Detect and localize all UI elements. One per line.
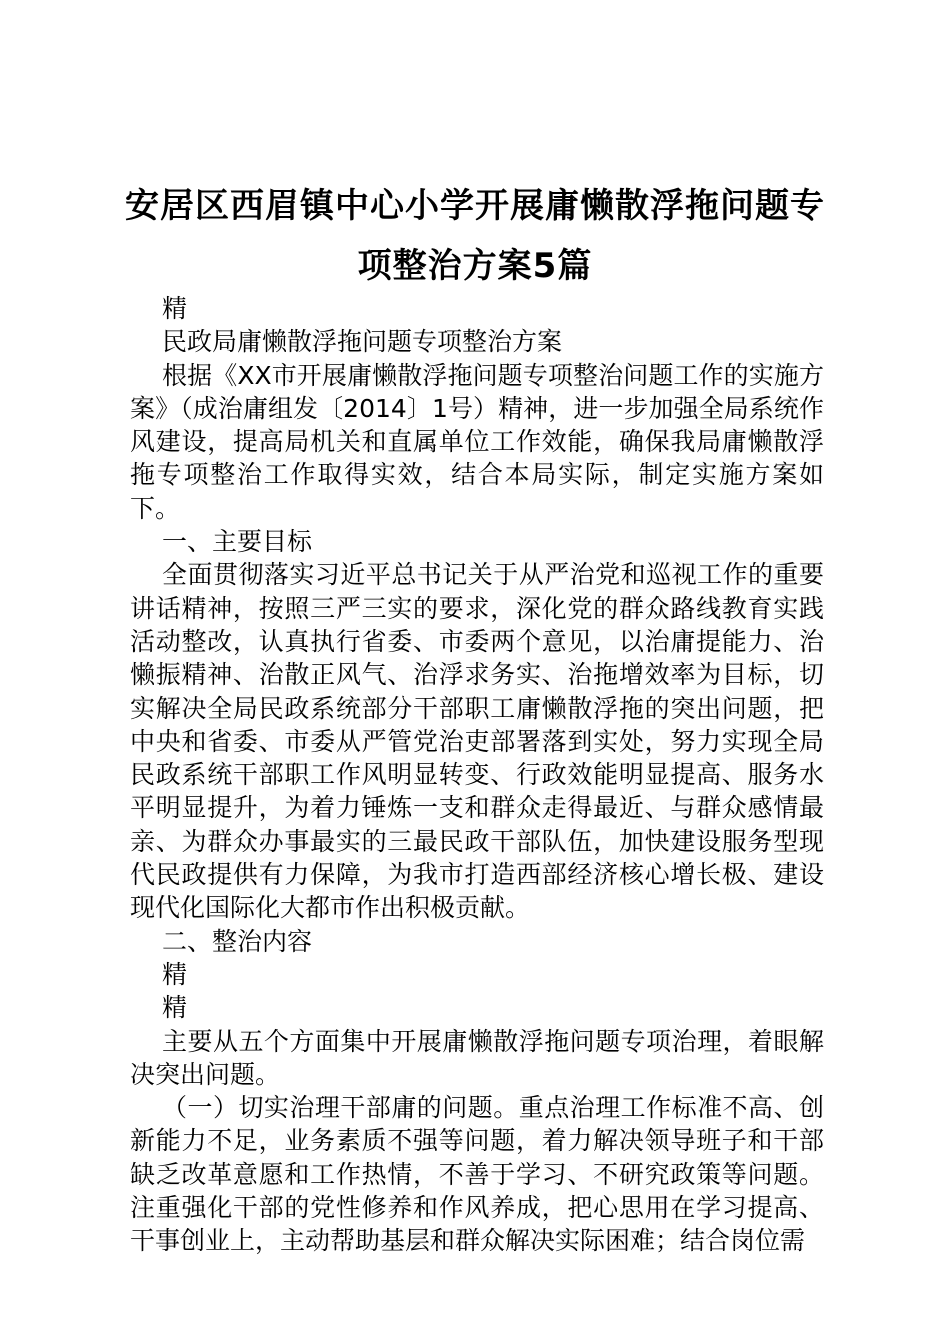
document-body [130, 292, 824, 1258]
paragraph-marker: 精 [162, 959, 188, 989]
paragraph-marker: 精 [162, 294, 188, 323]
section-heading-goals: 一、主要目标 [162, 527, 313, 557]
document-title-line2: 项整治方案5篇 [357, 246, 593, 286]
paragraph-item-1: （一）切实治理干部庸的问题。重点治理工作标准不高、创新能力不足，业务素质不强等问题，着力解决领导班子和干部缺乏改革意愿和工作热情，不善于学习、不研究政策等问题。注重强化干部的党性修养和作风养成，把心思用在学习提高、干事创业上，主动帮助基层和群众解决实际困难；结合岗位需 [130, 1093, 824, 1256]
paragraph-marker: 精 [162, 993, 188, 1023]
paragraph-intro: 根据《XX市开展庸懒散浮拖问题专项整治问题工作的实施方案》（成治庸组发〔2014〕1号）精神，进一步加强全局系统作风建设，提高局机关和直属单位工作效能，确保我局庸懒散浮拖专项整治工作取得实效，结合本局实际，制定实施方案如下。 [130, 360, 824, 523]
section-heading-content: 二、整治内容 [162, 926, 313, 956]
document-title-line1: 安居区西眉镇中心小学开展庸懒散浮拖问题专 [125, 186, 825, 226]
paragraph-goals: 全面贯彻落实习近平总书记关于从严治党和巡视工作的重要讲话精神，按照三严三实的要求，深化党的群众路线教育实践活动整改，认真执行省委、市委两个意见，以治庸提能力、治懒振精神、治散正风气、治浮求务实、治拖增效率为目标，切实解决全局民政系统部分干部职工庸懒散浮拖的突出问题，把中央和省委、市委从严管党治吏部署落到实处，努力实现全局民政系统干部职工作风明显转变、行政效能明显提高、服务水平明显提升，为着力锤炼一支和群众走得最近、与群众感情最亲、为群众办事最实的三最民政干部队伍，加快建设服务型现代民政提供有力保障，为我市打造西部经济核心增长极、建设现代化国际化大都市作出积极贡献。 [130, 560, 824, 923]
paragraph-content-overview: 主要从五个方面集中开展庸懒散浮拖问题专项治理，着眼解决突出问题。 [130, 1026, 824, 1089]
paragraph-subtitle: 民政局庸懒散浮拖问题专项整治方案 [162, 327, 563, 357]
